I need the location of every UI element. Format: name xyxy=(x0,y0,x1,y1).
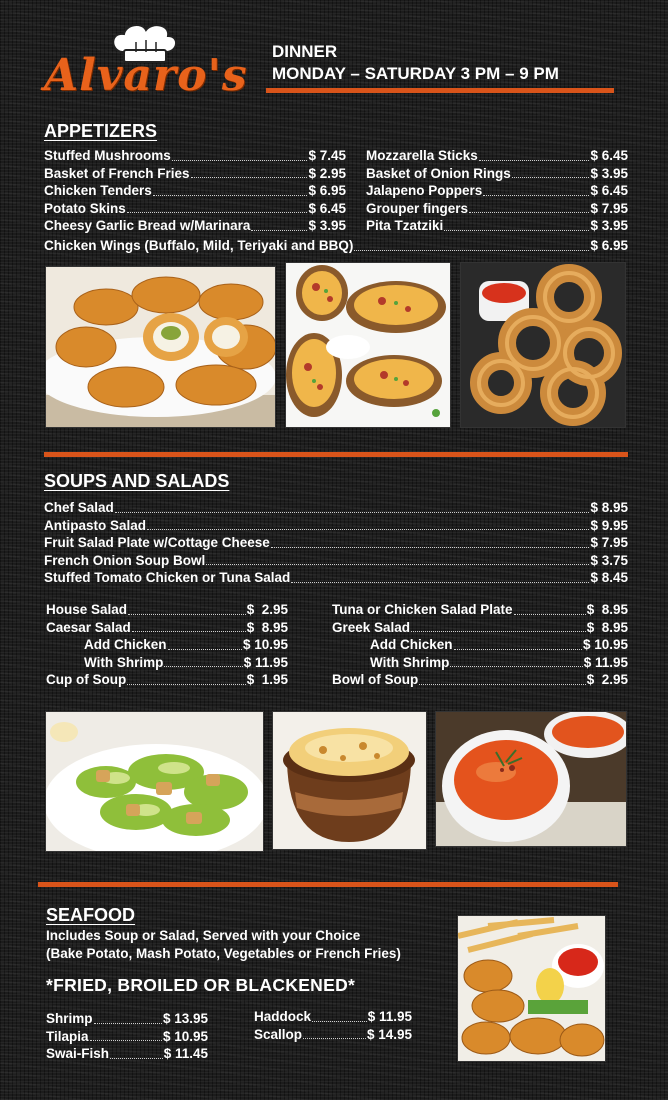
list-item: Tuna or Chicken Salad Plate $ 8.95 xyxy=(332,602,628,617)
list-item: Add Chicken $ 10.95 xyxy=(370,637,628,653)
list-item: Add Chicken $ 10.95 xyxy=(84,637,288,653)
jalapeno-poppers-photo xyxy=(45,266,276,428)
restaurant-logo: Alvaro's xyxy=(44,50,248,101)
section-divider-1 xyxy=(44,452,628,457)
list-item: Stuffed Tomato Chicken or Tuna Salad $ 8.45 xyxy=(44,570,628,586)
list-item: Stuffed Mushrooms $ 7.45 xyxy=(44,148,346,163)
seafood-heading: SEAFOOD xyxy=(46,905,136,925)
fried-shrimp-photo xyxy=(457,915,606,1062)
list-item: Swai-Fish $ 11.45 xyxy=(46,1046,208,1062)
list-item: Haddock $ 11.95 xyxy=(254,1009,412,1024)
list-item: French Onion Soup Bowl $ 3.75 xyxy=(44,552,628,568)
onion-rings-photo xyxy=(460,262,626,428)
list-item: Fruit Salad Plate w/Cottage Cheese $ 7.95 xyxy=(44,535,628,551)
list-item: Caesar Salad $ 8.95 xyxy=(46,619,288,635)
french-onion-soup-photo xyxy=(272,711,427,850)
menu-title: DINNER xyxy=(272,42,338,61)
list-item: Grouper fingers $ 7.95 xyxy=(366,200,628,216)
list-item: With Shrimp $ 11.95 xyxy=(84,654,288,670)
list-item: Basket of French Fries $ 2.95 xyxy=(44,165,346,181)
salads-right-list xyxy=(332,601,628,689)
seafood-description-2: (Bake Potato, Mash Potato, Vegetables or French Fries) xyxy=(46,946,401,961)
list-item: Chef Salad $ 8.95 xyxy=(44,500,628,515)
list-item: Greek Salad $ 8.95 xyxy=(332,619,628,635)
section-divider-2 xyxy=(38,882,618,887)
salads-left-list xyxy=(46,601,288,689)
list-item: With Shrimp $ 11.95 xyxy=(370,654,628,670)
list-item: Cup of Soup $ 1.95 xyxy=(46,672,288,688)
header-divider xyxy=(266,88,614,93)
list-item: Potato Skins $ 6.45 xyxy=(44,200,346,216)
seafood-styles: *FRIED, BROILED OR BLACKENED* xyxy=(46,975,356,995)
list-item: Pita Tzatziki $ 3.95 xyxy=(366,218,628,234)
caesar-salad-photo xyxy=(45,711,264,852)
list-item: Scallop $ 14.95 xyxy=(254,1026,412,1042)
potato-skins-photo xyxy=(285,262,451,428)
list-item: Antipasto Salad $ 9.95 xyxy=(44,517,628,533)
list-item: Bowl of Soup $ 2.95 xyxy=(332,672,628,688)
list-item: Basket of Onion Rings $ 3.95 xyxy=(366,165,628,181)
seafood-description-1: Includes Soup or Salad, Served with your Choice xyxy=(46,928,361,943)
tomato-soup-photo xyxy=(435,711,627,847)
appetizers-left-list xyxy=(44,147,346,235)
list-item: Tilapia $ 10.95 xyxy=(46,1028,208,1044)
list-item: Mozzarella Sticks $ 6.45 xyxy=(366,148,628,163)
appetizers-right-list xyxy=(366,147,628,235)
seafood-right-list xyxy=(254,1008,412,1043)
seafood-left-list xyxy=(46,1010,208,1063)
soups-salads-heading: SOUPS AND SALADS xyxy=(44,471,230,491)
list-item: Chicken Wings (Buffalo, Mild, Teriyaki and BBQ) $ 6.95 xyxy=(44,238,628,253)
list-item: Chicken Tenders $ 6.95 xyxy=(44,183,346,199)
appetizers-heading: APPETIZERS xyxy=(44,121,158,141)
list-item: Jalapeno Poppers $ 6.45 xyxy=(366,183,628,199)
list-item: Cheesy Garlic Bread w/Marinara $ 3.95 xyxy=(44,218,346,234)
soups-salads-full-list xyxy=(44,499,628,587)
appetizers-full-row xyxy=(44,237,628,255)
list-item: House Salad $ 2.95 xyxy=(46,602,288,617)
list-item: Shrimp $ 13.95 xyxy=(46,1011,208,1026)
menu-hours: MONDAY – SATURDAY 3 PM – 9 PM xyxy=(272,64,559,83)
